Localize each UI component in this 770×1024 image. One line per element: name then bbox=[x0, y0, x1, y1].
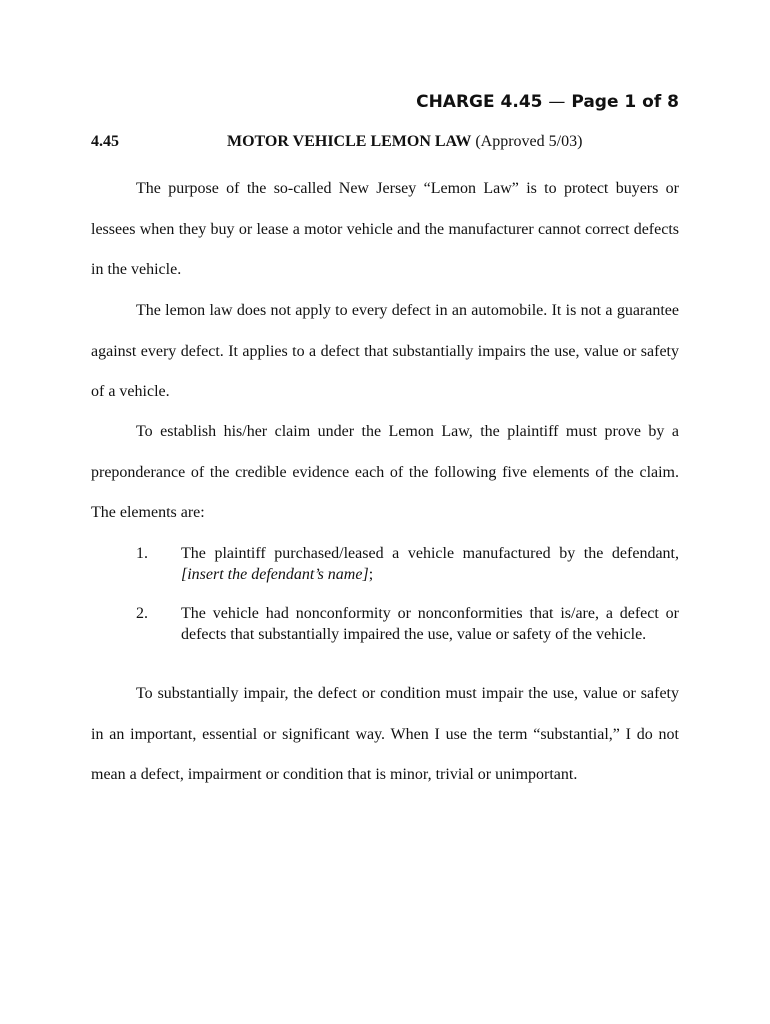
page-number-label: Page 1 of 8 bbox=[571, 92, 679, 112]
charge-label: CHARGE 4.45 bbox=[416, 92, 543, 112]
section-title bbox=[91, 133, 679, 153]
element-number: 2. bbox=[136, 605, 148, 622]
approval-note: (Approved 5/03) bbox=[475, 133, 583, 150]
section-number: 4.45 bbox=[91, 133, 119, 150]
element-text: The vehicle had nonconformity or nonconformities that is/are, a defect or defects that substantially impaired the use, value or safety of the vehicle. bbox=[181, 605, 679, 643]
element-text: The plaintiff purchased/leased a vehicle manufactured by the defendant, bbox=[181, 545, 679, 562]
paragraph-burden: To establish his/her claim under the Lemon Law, the plaintiff must prove by a preponderance of the credible evidence each of the following five elements of the claim. The elements are: bbox=[91, 423, 679, 521]
paragraph-purpose: The purpose of the so-called New Jersey “Lemon Law” is to protect buyers or lessees when they buy or lease a motor vehicle and the manufacturer cannot correct defects in the vehicle. bbox=[91, 180, 679, 278]
element-placeholder: [insert the defendant’s name] bbox=[181, 565, 369, 583]
element-suffix: ; bbox=[368, 565, 374, 583]
section-heading-wrap bbox=[227, 133, 582, 151]
element-number: 1. bbox=[136, 545, 148, 562]
section-heading: MOTOR VEHICLE LEMON LAW bbox=[227, 133, 472, 150]
page-header bbox=[416, 92, 679, 112]
header-separator: — bbox=[548, 92, 566, 112]
paragraph-substantial: To substantially impair, the defect or condition must impair the use, value or safety in an important, essential or significant way. When I use the term “substantial,” I do not mean a defect, impairment or condition that is minor, trivial or unimportant. bbox=[91, 685, 679, 783]
paragraph-scope: The lemon law does not apply to every defect in an automobile. It is not a guarantee against every defect. It applies to a defect that substantially impairs the use, value or safety of a vehicle. bbox=[91, 302, 679, 400]
element-text-wrap bbox=[181, 544, 679, 585]
